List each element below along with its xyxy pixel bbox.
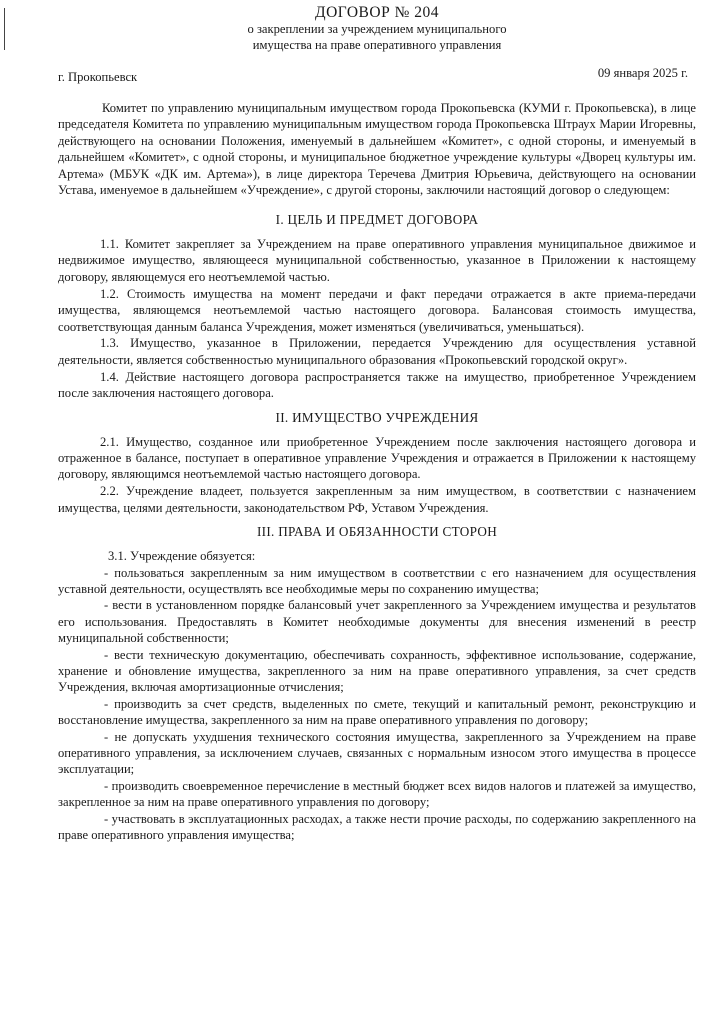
obligation-item: - вести техническую документацию, обеспечивать сохранность, эффективное использование, содержание, хранение и обновление имущества, закрепленного за ним на праве оперативного управления, за счет средств Учреждения, включая амортизационные отчисления; xyxy=(58,647,696,695)
preamble-paragraph: Комитет по управлению муниципальным имуществом города Прокопьевска (КУМИ г. Прокопьевска), в лице председателя Комитета по управлению муниципальным имуществом города Прокопьевска Штраух Марии Игоревны, действующего на основании Положения, именуемый в дальнейшем «Комитет», с одной стороны, и именуемый в дальнейшем «Комитет», с одной стороны, и муниципальное бюджетное учреждение культуры «Дворец культуры им. Артема» (МБУК «ДК им. Артема»), в лице директора Теречева Дмитрия Юрьевича, действующего на основании Устава, именуемое в дальнейшем «Учреждение», с другой стороны, заключили настоящий договор о следующем: xyxy=(58,101,696,198)
obligation-item: - производить своевременное перечисление в местный бюджет всех видов налогов и платежей за имущество, закрепленное за ним на праве оперативного управления по договору; xyxy=(58,778,696,810)
document-subtitle-line1: о закреплении за учреждением муниципального xyxy=(247,22,507,36)
document-subtitle-line2: имущества на праве оперативного управления xyxy=(252,38,502,52)
obligation-item: - участвовать в эксплуатационных расходах, а также нести прочие расходы, по содержанию закрепленного на праве оперативного управления имущества; xyxy=(58,811,696,843)
clause-3-1-heading: 3.1. Учреждение обязуется: xyxy=(108,549,256,564)
scan-edge-line xyxy=(4,8,5,50)
contract-date: 09 января 2025 г. xyxy=(597,66,688,80)
place-date-line xyxy=(58,66,696,86)
section-3-title: III. ПРАВА И ОБЯЗАННОСТИ СТОРОН xyxy=(256,524,498,540)
clause-1-3: 1.3. Имущество, указанное в Приложении, передается Учреждению для осуществления уставной деятельности, является собственностью муниципального образования «Прокопьевский городской округ». xyxy=(58,336,696,367)
clause-1-1: 1.1. Комитет закрепляет за Учреждением на праве оперативного управления муниципальное движимое и недвижимое имущество, являющееся муниципальной собственностью, указанное в Приложении к настоящему договору, являющемуся его неотъемлемой частью. xyxy=(58,237,696,284)
clause-2-1: 2.1. Имущество, созданное или приобретенное Учреждением после заключения настоящего договора и отраженное в балансе, поступает в оперативное управление Учреждения и отражается в Приложении к настоящему договору, являющимся неотъемлемой частью настоящего договора. xyxy=(58,434,696,482)
section-2-title: II. ИМУЩЕСТВО УЧРЕЖДЕНИЯ xyxy=(275,409,479,425)
clause-1-4: 1.4. Действие настоящего договора распространяется также на имущество, приобретенное Учреждением после заключения настоящего договора. xyxy=(58,369,696,401)
contract-page xyxy=(58,0,696,843)
obligation-item: - не допускать ухудшения технического состояния имущества, закрепленного за Учреждением на праве оперативного управления, за исключением случаев, связанных с нормальным износом этого имущества в процессе эксплуатации; xyxy=(58,729,696,777)
obligation-item: - пользоваться закрепленным за ним имуществом в соответствии с его назначением для осуществления уставной деятельности, осуществлять все необходимые меры по сохранению имущества; xyxy=(58,565,696,596)
obligation-item: - вести в установленном порядке балансовый учет закрепленного за Учреждением имущества и результатов его использования. Предоставлять в Комитет необходимые документы для внесения изменений в реестр муниципальной собственности; xyxy=(58,598,696,646)
document-title: ДОГОВОР № 204 xyxy=(315,4,439,21)
obligation-item: - производить за счет средств, выделенных по смете, текущий и капитальный ремонт, реконструкцию и восстановление имущества, закрепленного за ним на праве оперативного управления по договору; xyxy=(58,696,696,728)
section-1-title: I. ЦЕЛЬ И ПРЕДМЕТ ДОГОВОРА xyxy=(275,212,479,228)
clause-1-2: 1.2. Стоимость имущества на момент передачи и факт передачи отражается в акте приема-передачи имущества, являющемся неотъемлемой частью настоящего договора. Балансовая стоимость имущества, соответствующая данным баланса Учреждения, может изменяться (увеличиваться, уменьшаться). xyxy=(58,286,696,334)
clause-2-2: 2.2. Учреждение владеет, пользуется закрепленным за ним имуществом, в соответствии с назначением имущества, целями деятельности, законодательством РФ, Уставом Учреждения. xyxy=(58,484,696,515)
city-label: г. Прокопьевск xyxy=(58,70,138,84)
